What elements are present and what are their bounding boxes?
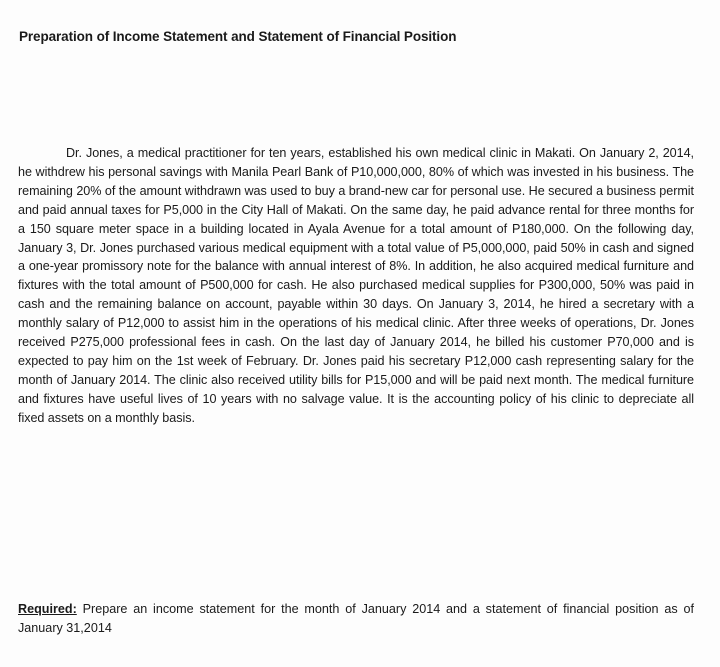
required-paragraph bbox=[18, 600, 694, 638]
problem-paragraph: Dr. Jones, a medical practitioner for ten years, established his own medical clinic in Makati. On January 2, 2014, he withdrew his personal savings with Manila Pearl Bank of P10,000,000, 80% of which was invested in his business. The remaining 20% of the amount withdrawn was used to buy a brand-new car for personal use. He secured a business permit and paid annual taxes for P5,000 in the City Hall of Makati. On the same day, he paid advance rental for three months for a 150 square meter space in a building located in Ayala Avenue for a total amount of P180,000. On the following day, January 3, Dr. Jones purchased various medical equipment with a total value of P5,000,000, paid 50% in cash and signed a one-year promissory note for the balance with annual interest of 8%. In addition, he also acquired medical furniture and fixtures with the total amount of P500,000 for cash. He also purchased medical supplies for P300,000, 50% was paid in cash and the remaining balance on account, payable within 30 days. On January 3, 2014, he hired a secretary with a monthly salary of P12,000 to assist him in the operations of his medical clinic. After three weeks of operations, Dr. Jones received P275,000 professional fees in cash. On the last day of January 2014, he billed his customer P70,000 and is expected to pay him on the 1st week of February. Dr. Jones paid his secretary P12,000 cash representing salary for the month of January 2014. The clinic also received utility bills for P15,000 and will be paid next month. The medical furniture and fixtures have useful lives of 10 years with no salvage value. It is the accounting policy of his clinic to depreciate all fixed assets on a monthly basis. bbox=[18, 146, 694, 425]
required-label: Required: bbox=[18, 602, 77, 616]
document-title: Preparation of Income Statement and Statement of Financial Position bbox=[19, 29, 457, 44]
required-text: Prepare an income statement for the month of January 2014 and a statement of financial position as of January 31,2014 bbox=[18, 602, 694, 635]
